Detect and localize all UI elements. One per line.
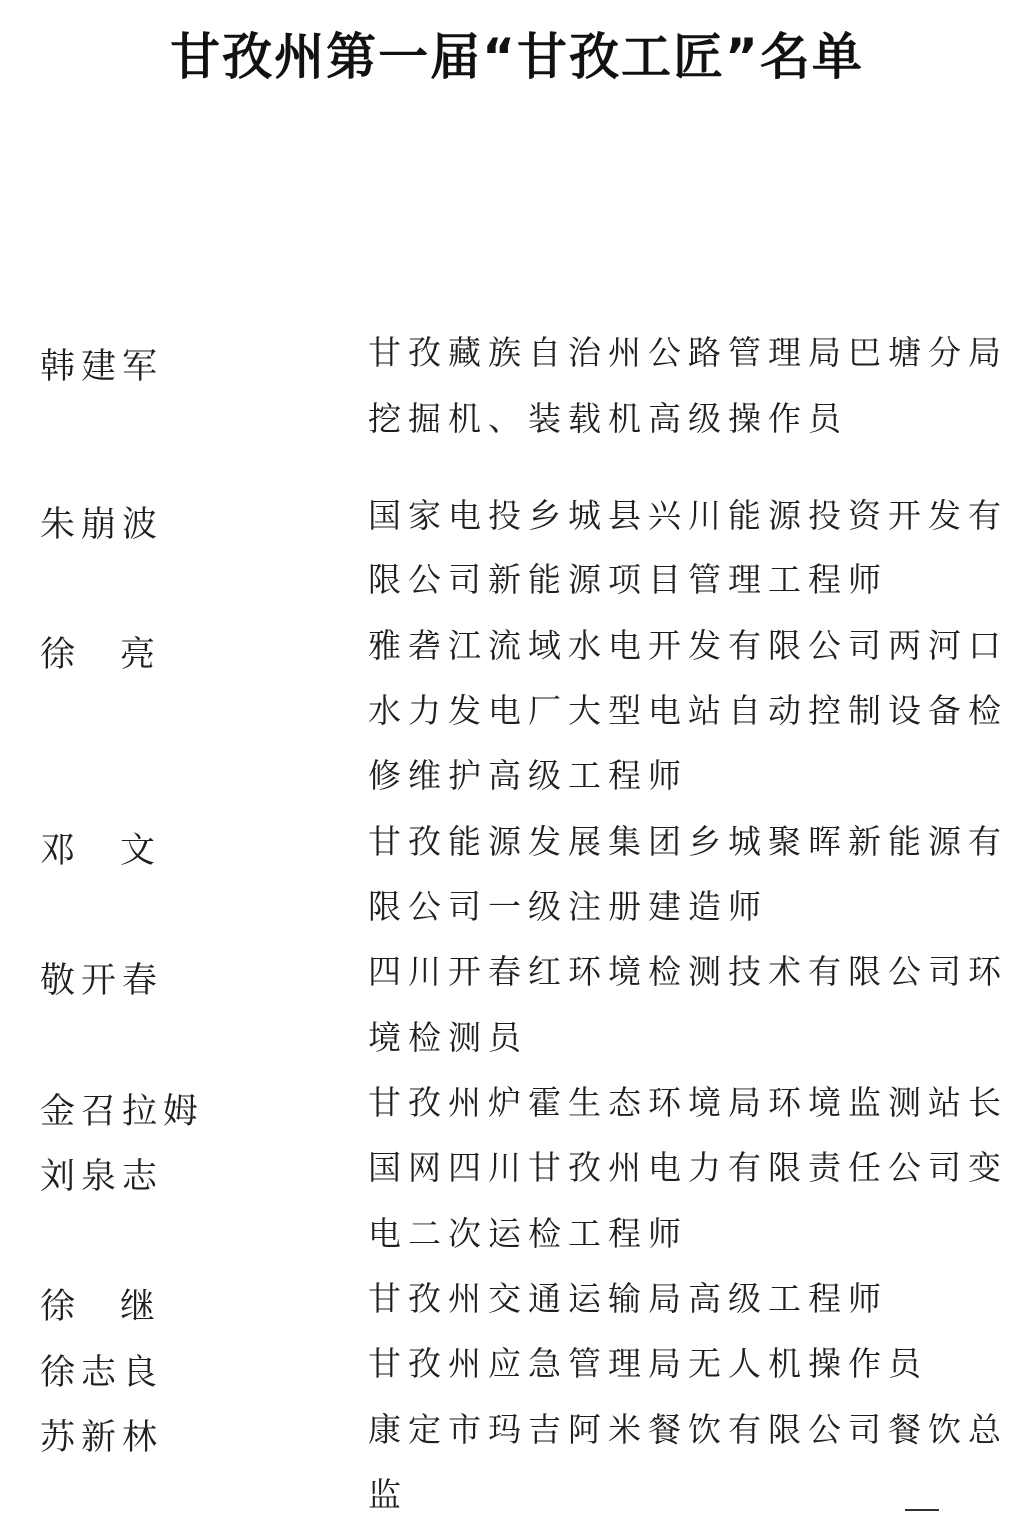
affiliation-line: 水力发电厂大型电站自动控制设备检 [368, 691, 1008, 730]
affiliation-line: 甘孜藏族自治州公路管理局巴塘分局 [368, 333, 1008, 372]
affiliation-line: 四川开春红环境检测技术有限公司环 [368, 952, 1008, 991]
affiliation-line: 限公司新能源项目管理工程师 [368, 560, 888, 599]
page-mark [905, 1509, 939, 1511]
affiliation-line: 甘孜州交通运输局高级工程师 [368, 1279, 888, 1318]
affiliation-line: 限公司一级注册建造师 [368, 887, 768, 926]
person-name-char: 徐 [40, 1287, 76, 1327]
affiliation-line: 挖掘机、装载机高级操作员 [368, 399, 848, 438]
person-name-char: 文 [120, 831, 156, 871]
person-name: 朱崩波 [40, 505, 164, 545]
person-name-char: 徐 [40, 635, 76, 675]
affiliation-line: 国家电投乡城县兴川能源投资开发有 [368, 496, 1008, 535]
affiliation-line: 监 [368, 1475, 408, 1514]
person-name: 敬开春 [40, 961, 164, 1001]
person-name: 苏新林 [40, 1418, 164, 1458]
person-name [40, 635, 155, 675]
affiliation-line: 国网四川甘孜州电力有限责任公司变 [368, 1148, 1008, 1187]
person-name [40, 1287, 155, 1327]
person-name: 刘泉志 [40, 1157, 164, 1197]
document-title: 甘孜州第一届“甘孜工匠”名单 [170, 28, 864, 86]
affiliation-line: 康定市玛吉阿米餐饮有限公司餐饮总 [368, 1410, 1008, 1449]
affiliation-line: 甘孜州炉霍生态环境局环境监测站长 [368, 1083, 1008, 1122]
affiliation-line: 雅砻江流域水电开发有限公司两河口 [368, 626, 1008, 665]
person-name-char: 邓 [40, 831, 76, 871]
person-name-char: 继 [120, 1287, 156, 1327]
person-name [40, 831, 155, 871]
affiliation-line: 境检测员 [368, 1018, 528, 1057]
person-name-char: 亮 [120, 635, 156, 675]
person-name: 韩建军 [40, 347, 164, 387]
person-name: 徐志良 [40, 1353, 164, 1393]
affiliation-line: 甘孜能源发展集团乡城聚晖新能源有 [368, 822, 1008, 861]
affiliation-line: 电二次运检工程师 [368, 1214, 688, 1253]
affiliation-line: 甘孜州应急管理局无人机操作员 [368, 1344, 928, 1383]
affiliation-line: 修维护高级工程师 [368, 756, 688, 795]
person-name: 金召拉姆 [40, 1092, 205, 1132]
